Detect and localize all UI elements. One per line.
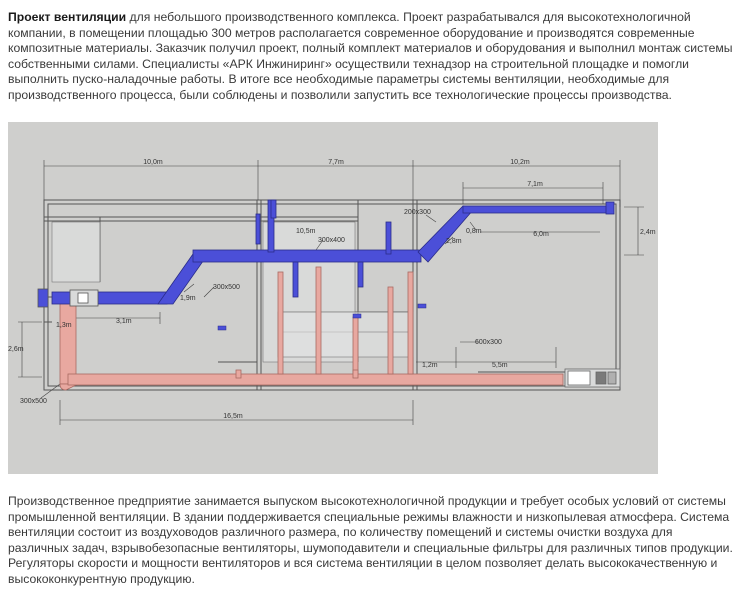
dim-label: 6,0m [533,231,549,238]
duct-size-label: 300x500 [213,284,240,291]
intro-text: для небольшого производственного комплекса. Проект разрабатывался для высокотехнологичной компании, в помещении площадью 300 метров располагается современное оборудование и производятся современные композитные материалы. Заказчик получил проект, полный комплект материалов и оборудования и выполнил монтаж системы собственными силами. Специалисты «АРК Инжиниринг» осуществили технадзор на строительной площадке и помогли выполнить пуско-наладочные работы. В итоге все необходимые параметры системы вентиляции, необходимые для производственного процесса, были соблюдены и позволили запустить все технологические процессы производства. [8,10,733,102]
dim-label: 1,3m [56,322,72,329]
dim-label: 3,1m [116,318,132,325]
dim-label: 16,5m [223,413,243,420]
air-handling-unit [565,369,620,387]
dim-label: 5,5m [492,362,508,369]
dim-label: 10,5m [296,228,316,235]
dim-label: 2,8m [446,238,462,245]
outro-paragraph: Производственное предприятие занимается выпуском высокотехнологичной продукции и требует особых условий от системы промышленной вентиляции. В здании поддерживается специальные режимы влажности и низкопылевая атмосфера. Система вентиляции состоит из воздуховодов различного размера, по количеству помещений и системы очистки воздуха для различных задач, взрывобезопасные вентиляторы, шумоподавители и специальные фильтры для различных типов продукции. Регуляторы скорости и мощности вентиляторов и вся система вентиляции в целом позволяет делать высококачественную и высококонкурентную продукцию. [8,494,733,586]
dim-label: 2,4m [640,229,656,236]
dim-label: 7,7m [328,159,344,166]
dim-label: 2,6m [8,346,24,353]
dim-label: 10,0m [143,159,163,166]
dim-label: 0,8m [466,228,482,235]
duct-size-label: 200x300 [404,209,431,216]
intro-title: Проект вентиляции [8,10,127,24]
duct-size-label: 300x400 [318,237,345,244]
dim-label: 7,1m [527,181,543,188]
duct-size-label: 300x500 [20,398,47,405]
dim-label: 10,2m [510,159,530,166]
dim-label: 1,2m [422,362,438,369]
intro-paragraph [8,10,736,104]
ventilation-drawing [8,122,658,474]
dim-label: 1,9m [180,295,196,302]
duct-size-label: 600x300 [475,339,502,346]
